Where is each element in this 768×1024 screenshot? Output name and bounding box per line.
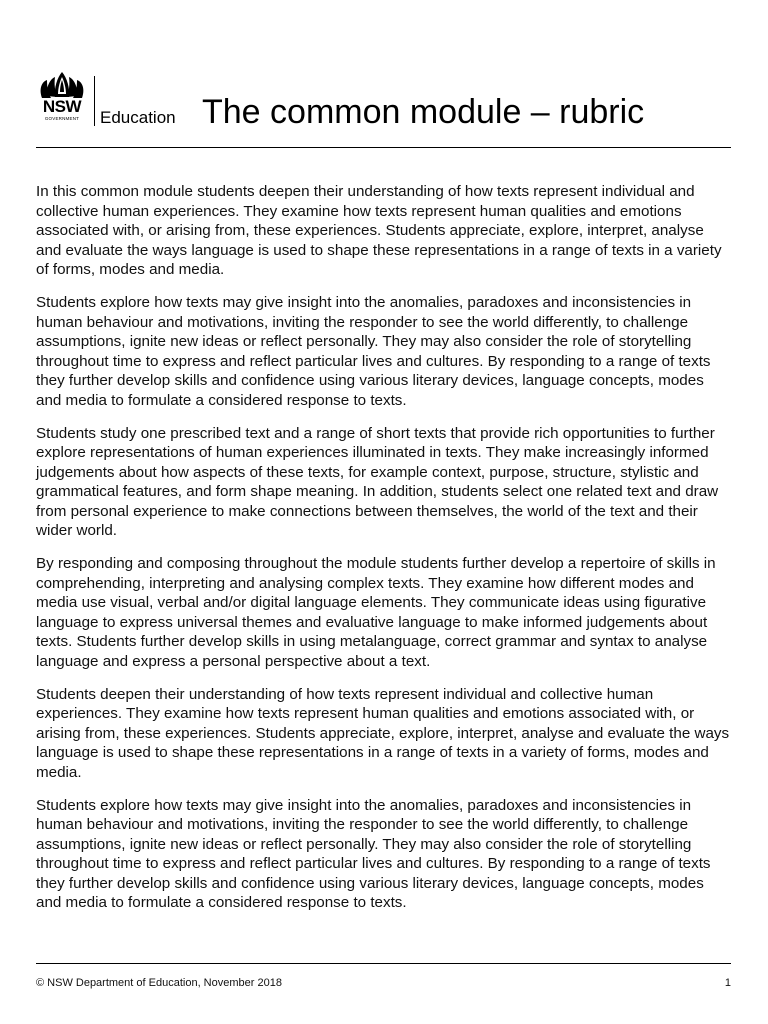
body-paragraph: Students study one prescribed text and a range of short texts that provide rich opportunities to further explore representations of human experiences illuminated in texts. They make increasingly informed judgements about how aspects of these texts, for example context, purpose, structure, stylistic and grammatical features, and form shape meaning. In addition, students select one related text and draw from personal experience to make connections between themselves, the world of the text and their wider world.	[36, 424, 719, 539]
waratah-icon	[36, 68, 88, 100]
body-paragraph: Students deepen their understanding of how texts represent individual and collective human experiences. They examine how texts represent human qualities and emotions associated with, or arising from, these experiences. Students appreciate, explore, interpret, analyse and evaluate the ways language is used to shape these representations in a range of texts in a variety of forms, modes and media.	[36, 685, 730, 781]
body-paragraph: In this common module students deepen their understanding of how texts represent individual and collective human experiences. They examine how texts represent human qualities and emotions associated with, or arising from, these experiences. Students appreciate, explore, interpret, analyse and evaluate the ways language is used to shape these representations in a range of texts in a variety of forms, modes and media.	[36, 183, 722, 278]
footer-copyright: © NSW Department of Education, November 2018	[36, 977, 282, 989]
government-subtext: GOVERNMENT	[44, 116, 80, 121]
page-number: 1	[724, 977, 731, 989]
department-name: Education	[100, 108, 176, 127]
footer-divider	[36, 963, 731, 964]
nsw-education-logo	[36, 68, 196, 130]
body-paragraph: Students explore how texts may give insight into the anomalies, paradoxes and inconsistencies in human behaviour and motivations, inviting the responder to see the world differently, to challenge assumptions, ignite new ideas or reflect personally. They may also consider the role of storytelling throughout time to express and reflect particular lives and cultures. By responding to a range of texts they further develop skills and confidence using various literary devices, language concepts, modes and media to formulate a considered response to texts.	[36, 294, 711, 409]
document-title: The common module – rubric	[202, 93, 645, 131]
logo-divider	[94, 76, 95, 126]
body-paragraph: By responding and composing throughout the module students further develop a repertoire of skills in comprehending, interpreting and analysing complex texts. They examine how different modes and media use visual, verbal and/or digital language elements. They communicate ideas using figurative language to express universal themes and evaluative language to make informed judgements about texts. Students further develop skills in using metalanguage, correct grammar and syntax to analyse language and express a personal perspective about a text.	[36, 555, 716, 670]
page-header	[36, 68, 731, 130]
nsw-wordmark: NSW	[42, 97, 82, 116]
body-paragraph: Students explore how texts may give insight into the anomalies, paradoxes and inconsistencies in human behaviour and motivations, inviting the responder to see the world differently, to challenge assumptions, ignite new ideas or reflect personally. They may also consider the role of storytelling throughout time to express and reflect particular lives and cultures. By responding to a range of texts they further develop skills and confidence using various literary devices, language concepts, modes and media to formulate a considered response to texts.	[36, 796, 711, 911]
header-divider	[36, 147, 731, 148]
document-body	[36, 182, 733, 926]
